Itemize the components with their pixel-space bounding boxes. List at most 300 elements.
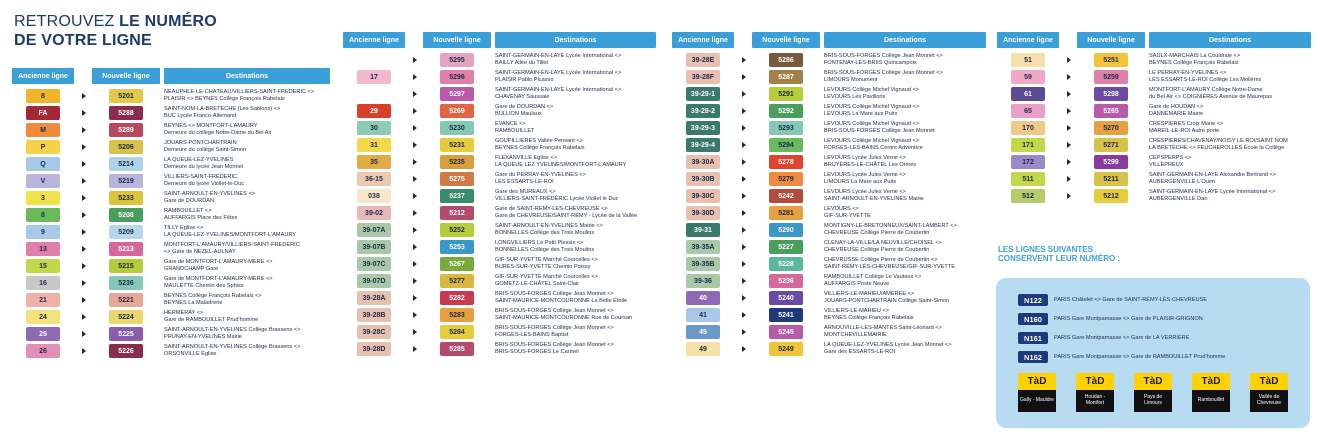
destination-text <box>164 191 255 204</box>
destination-line: SAINT-NOM-LA-BRETÈCHE (Les Sablons) <> <box>164 106 281 113</box>
destination-text <box>495 172 586 185</box>
new-line-badge: 5251 <box>1094 53 1128 67</box>
destination-text <box>164 106 280 119</box>
new-line-badge: 5206 <box>109 140 143 154</box>
header-destinations: Destinations <box>1149 32 1311 48</box>
old-line-badge: 038 <box>357 189 391 203</box>
header-destinations: Destinations <box>824 32 986 48</box>
destination-line: BRIS-SOUS-FORGES Collège Jean Monnet <> <box>824 53 943 60</box>
old-line-badge: 39-36 <box>686 274 720 288</box>
old-line-badge: 3 <box>26 191 60 205</box>
destination-line: FORGES-LES-BAINS Centre Adventice <box>824 145 923 151</box>
destination-line: LEVOURS <> <box>824 206 859 213</box>
old-line-badge: 39-28D <box>357 342 391 356</box>
header-old-line: Ancienne ligne <box>12 68 74 84</box>
arrow-right-icon <box>1067 142 1071 148</box>
destination-text <box>164 327 300 340</box>
destination-line: SAINT-ARNOULT-EN-YVELINES Mairie <box>824 196 924 202</box>
old-line-badge: 512 <box>1011 189 1045 203</box>
line-row <box>672 172 986 186</box>
old-line-badge: 39-29-1 <box>686 87 720 101</box>
destination-text <box>824 70 943 83</box>
line-row <box>672 325 986 339</box>
arrow-right-icon <box>82 246 86 252</box>
new-line-badge: 5288 <box>109 106 143 120</box>
old-line-badge: 39-07C <box>357 257 391 271</box>
new-line-badge: 5298 <box>1094 87 1128 101</box>
destination-line: Demeure du lycée Viollet-le-Duc <box>164 181 245 187</box>
destination-line: CHEVRUSSE Collège Pierre de Coubertin <> <box>824 257 938 264</box>
destination-line: SAINT-ARNOULT-EN-YVELINES Collège Brassens <> <box>164 327 301 334</box>
destination-line: Gare de RAMBOUILLET Prud'homme <box>164 317 259 323</box>
destination-line: BEYNES Collège François Rabelais <box>495 145 585 151</box>
old-line-badge: 65 <box>1011 104 1045 118</box>
line-row <box>12 327 330 341</box>
destination-line: CHEVREUSE Collège Pierre de Coubertin <box>824 230 930 236</box>
line-row <box>343 206 656 220</box>
line-row <box>12 310 330 324</box>
line-row <box>672 155 986 169</box>
old-line-badge: FA <box>26 106 60 120</box>
destination-line: MONTIGNY-LE-BRETONNEUX/SAINT-LAMBERT <> <box>824 223 957 230</box>
arrow-right-icon <box>82 348 86 354</box>
line-row <box>12 208 330 222</box>
line-row <box>12 225 330 239</box>
old-line-badge: 24 <box>26 310 60 324</box>
new-line-badge: 5230 <box>440 121 474 135</box>
old-line-badge: Q <box>26 157 60 171</box>
old-line-badge: 39-29-3 <box>686 121 720 135</box>
destination-line: Gare de CHEVREUSE/SAINT-RÉMY - Lycée de la Vallée <box>495 213 638 219</box>
line-row <box>12 89 330 103</box>
destination-line: BRIS-SOUS-FORGES Collège Jean Monnet <> <box>495 325 614 332</box>
old-line-badge: 39-30C <box>686 189 720 203</box>
old-line-badge: 61 <box>1011 87 1045 101</box>
line-row <box>12 174 330 188</box>
new-line-badge: 5282 <box>440 291 474 305</box>
new-line-badge: 5290 <box>769 223 803 237</box>
arrow-right-icon <box>82 161 86 167</box>
destination-text <box>495 257 598 270</box>
destination-line: BRUYÈRES-LE-CHÂTEL Les Ormes <box>824 162 917 168</box>
noctilien-line <box>1018 294 1207 306</box>
arrow-right-icon <box>413 244 417 250</box>
tad-card <box>1250 373 1288 412</box>
destination-line: MONTCHEVILLEMAIRIE <box>824 332 887 338</box>
arrow-right-icon <box>82 178 86 184</box>
old-line-badge: 39-35B <box>686 257 720 271</box>
line-row <box>12 191 330 205</box>
destination-line: LEVOURS Lycée Jules Verne <> <box>824 172 906 179</box>
title-light: RETROUVEZ <box>14 13 115 30</box>
new-line-badge: 5259 <box>1094 70 1128 84</box>
new-line-badge: 5297 <box>440 87 474 101</box>
destination-text <box>824 87 919 100</box>
line-row <box>672 87 986 101</box>
destination-line: VILLEPREUX <box>1149 162 1184 168</box>
old-line-badge: 39-28E <box>686 53 720 67</box>
new-line-badge: 5275 <box>440 172 474 186</box>
destination-line: SAINT-ARNOULT-EN-YVELINES <> <box>164 191 255 198</box>
old-line-badge: 39-35A <box>686 240 720 254</box>
destination-line: SAINT-GERMAIN-EN-LAYE Lycée International <> <box>495 70 622 77</box>
header-old-line: Ancienne ligne <box>672 32 734 48</box>
line-row <box>12 242 330 256</box>
destination-text <box>164 276 273 289</box>
arrow-right-icon <box>82 331 86 337</box>
new-line-badge: 5284 <box>440 325 474 339</box>
new-line-badge: 5201 <box>109 89 143 103</box>
new-line-badge: 5212 <box>440 206 474 220</box>
destination-text <box>495 70 621 83</box>
line-row <box>672 104 986 118</box>
title-line2: DE VOTRE LIGNE <box>14 32 152 49</box>
destination-line: LEVOURS Lycée Jules Verne <> <box>824 189 906 196</box>
destination-text <box>824 172 906 185</box>
destination-text <box>824 325 942 338</box>
arrow-right-icon <box>742 176 746 182</box>
arrow-right-icon <box>1067 74 1071 80</box>
line-badge: N162 <box>1018 351 1048 363</box>
old-line-badge: 8 <box>26 89 60 103</box>
destination-line: CRESPIÈRES/CHAVENAY/NOISY LE ROI/SAINT NOM <box>1149 138 1288 145</box>
old-line-badge: 39-07A <box>357 223 391 237</box>
destination-line: SAINT-ARNOULT-EN-YVELINES Mairie <> <box>495 223 603 230</box>
arrow-right-icon <box>742 312 746 318</box>
new-line-badge: 5289 <box>109 123 143 137</box>
destination-line: Gare de DOURDAN <> <box>495 104 554 111</box>
old-line-badge: 39-02 <box>357 206 391 220</box>
tad-card <box>1018 373 1056 412</box>
arrow-right-icon <box>82 93 86 99</box>
destination-text <box>495 87 621 100</box>
arrow-right-icon <box>413 210 417 216</box>
destination-line: SAINT-MAURICE-MONTCOURONNE La Belle Étoile <box>495 298 628 304</box>
tad-card <box>1134 373 1172 412</box>
line-row <box>997 172 1311 186</box>
arrow-right-icon <box>82 314 86 320</box>
destination-line: BEYNES Collège François Rabelais <> <box>164 293 262 300</box>
line-row <box>997 155 1311 169</box>
destination-line: LEVOURS Collège Michel Vignaud <> <box>824 87 920 94</box>
arrow-right-icon <box>82 280 86 286</box>
destination-text <box>164 208 237 221</box>
destination-line: SAINT-GERMAIN-EN-LAYE Alexandre Bertrand <> <box>1149 172 1277 179</box>
new-line-badge: 5224 <box>109 310 143 324</box>
destination-text <box>164 140 246 153</box>
new-line-badge: 5291 <box>769 87 803 101</box>
destination-line: LES ESSARTS-LE-ROI <box>495 179 554 185</box>
line-row <box>343 104 656 118</box>
noctilien-line <box>1018 313 1203 325</box>
destination-line: ARNOUVILLE-LES-MANTES Saint-Léonard <> <box>824 325 942 332</box>
destination-line: Demeure du lycée Jean Monnet <box>164 164 244 170</box>
destination-text <box>1149 172 1276 185</box>
line-row <box>672 138 986 152</box>
arrow-right-icon <box>742 210 746 216</box>
line-row <box>672 291 986 305</box>
destination-text <box>495 223 603 236</box>
line-row <box>12 276 330 290</box>
destination-line: BEYNES Collège François Rabelais <box>824 315 914 321</box>
destination-line: BRIS-SOUS-FORGES Collège Jean Monnet <> <box>824 70 943 77</box>
line-row <box>672 206 986 220</box>
arrow-right-icon <box>413 329 417 335</box>
line-row <box>343 308 656 322</box>
destination-line: PRUNAY-EN-YVELINES Mairie <box>164 334 243 340</box>
destination-text <box>495 104 553 117</box>
line-row <box>672 223 986 237</box>
new-line-badge: 5241 <box>769 308 803 322</box>
destination-line: SAINT-GERMAIN-EN-LAYE Lycée International <> <box>1149 189 1276 196</box>
arrow-right-icon <box>1067 108 1071 114</box>
line-row <box>672 121 986 135</box>
destination-line: ORSONVILLE Église <box>164 351 217 357</box>
destination-text <box>824 121 935 134</box>
destination-line: SAINT-ARNOULT-EN-YVELINES Collège Brassens <> <box>164 344 301 351</box>
old-line-badge: M <box>26 123 60 137</box>
old-line-badge: 39-28A <box>357 291 391 305</box>
new-line-badge: 5299 <box>1094 155 1128 169</box>
new-line-badge: 5235 <box>440 155 474 169</box>
header-destinations: Destinations <box>495 32 656 48</box>
destination-line: AUBERGENVILLE L'Ouïm <box>1149 179 1216 185</box>
line-row <box>997 189 1311 203</box>
old-line-badge: 172 <box>1011 155 1045 169</box>
new-line-badge: 5237 <box>440 189 474 203</box>
line-row <box>997 87 1311 101</box>
destination-line: Gare des ESSARTS-LE-ROI <box>824 349 896 355</box>
new-line-badge: 5240 <box>769 291 803 305</box>
old-line-badge: 39-28B <box>357 308 391 322</box>
new-line-badge: 5236 <box>769 274 803 288</box>
destination-line: BUC Lycée Franco-Allemand <box>164 113 237 119</box>
destination-line: BRIS-SOUS-FORGES Le Carmel <box>495 349 579 355</box>
new-line-badge: 5293 <box>769 121 803 135</box>
tad-zone: Pays de Limours <box>1134 390 1172 412</box>
destination-text <box>1149 155 1191 168</box>
destination-line: LIMOURS La Mare aux Puits <box>824 179 897 185</box>
old-line-badge: 17 <box>357 70 391 84</box>
title-bold: LE NUMÉRO <box>119 13 217 30</box>
destination-line: GIF-SUR-YVETTE Marché Courcelles <> <box>495 257 598 264</box>
tad-zone: Houdan - Montfort <box>1076 390 1114 412</box>
destination-line: LEVOURS Lycée Jules Verne <> <box>824 155 906 162</box>
old-line-badge: 40 <box>686 291 720 305</box>
destination-line: BRIS-SOUS-FORGES Collège Jean Monnet <> <box>495 291 614 298</box>
destination-line: VILLIERS-SAINT-FRÉDÉRIC Lycée Viollet le Duc <box>495 196 619 202</box>
destination-line: BONNELLES Collège des Trois Moulins <box>495 247 595 253</box>
arrow-right-icon <box>742 193 746 199</box>
arrow-right-icon <box>742 74 746 80</box>
destination-line: SAINT-RÉMY-LÈS-CHEVREUSE/GIF-SUR-YVETTE <box>824 264 955 270</box>
new-line-badge: 5231 <box>440 138 474 152</box>
tad-label: TàD <box>1250 373 1288 390</box>
old-line-badge: 511 <box>1011 172 1045 186</box>
new-line-badge: 5242 <box>769 189 803 203</box>
lines-column <box>343 32 656 359</box>
new-line-badge: 5295 <box>440 53 474 67</box>
keep-lines-box <box>996 278 1310 428</box>
destination-line: NEAUPHLE-LE-CHÂTEAU/VILLIERS-SAINT-FRÉDÉRIC <> <box>164 89 315 96</box>
new-line-badge: 5236 <box>109 276 143 290</box>
old-line-badge: 39-30A <box>686 155 720 169</box>
destination-line: LA QUEUE-LEZ-YVELINES Lycée Jean Monnet <> <box>824 342 952 349</box>
new-line-badge: 5252 <box>440 223 474 237</box>
header-old-line: Ancienne ligne <box>997 32 1059 48</box>
old-line-badge: 21 <box>26 293 60 307</box>
destination-text <box>1149 87 1272 100</box>
tad-label: TàD <box>1192 373 1230 390</box>
line-row <box>343 257 656 271</box>
destination-line: LA QUEUE-LEZ-YVELINES/MONTFORT-L'AMAURY <box>164 232 297 238</box>
line-row <box>672 240 986 254</box>
old-line-badge: 170 <box>1011 121 1045 135</box>
new-line-badge: 5209 <box>109 225 143 239</box>
destination-text <box>824 104 919 117</box>
destination-line: Demeure du collège Saint-Simon <box>164 147 247 153</box>
line-destination: PARIS Châtelet <> Gare de SAINT-RÉMY-LÈS-CHEVREUSE <box>1054 297 1207 303</box>
tad-label: TàD <box>1018 373 1056 390</box>
destination-line: SAINT-GERMAIN-EN-LAYE Lycée International <> <box>495 53 622 60</box>
line-row <box>672 257 986 271</box>
destination-text <box>495 308 632 321</box>
new-line-badge: 5279 <box>769 172 803 186</box>
destination-line: AUFFARGIS Place des Fêtes <box>164 215 238 221</box>
destination-line: LA BRETÈCHE <> FEUCHEROLLES École la Collège <box>1149 145 1285 151</box>
destination-line: CHEVREUSE Collège Pierre de Coubertin <box>824 247 930 253</box>
line-row <box>343 291 656 305</box>
new-line-badge: 5219 <box>109 174 143 188</box>
destination-text <box>495 121 534 134</box>
destination-line: GOUPILLIÈRES Vallée Pensant <> <box>495 138 583 145</box>
arrow-right-icon <box>742 227 746 233</box>
arrow-right-icon <box>1067 159 1071 165</box>
arrow-right-icon <box>82 212 86 218</box>
column-header <box>997 32 1311 48</box>
destination-line: FONTENAY-LÈS-BRIIS Quincampoix <box>824 60 917 66</box>
header-old-line: Ancienne ligne <box>343 32 405 48</box>
new-line-badge: 5270 <box>1094 121 1128 135</box>
destination-line: JOUARS-PONTCHARTRAIN Collège Saint-Simon <box>824 298 950 304</box>
destination-line: Gare de MONTFORT-L'AMAURY-MÈRE <> <box>164 276 273 283</box>
destination-text <box>495 189 618 202</box>
tad-card <box>1192 373 1230 412</box>
destination-text <box>824 274 921 287</box>
destination-line: CEPSPERPS <> <box>1149 155 1192 162</box>
destination-line: BRIS-SOUS-FORGES Collège Jean Monnet <> <box>495 308 614 315</box>
line-row <box>672 70 986 84</box>
destination-text <box>824 291 949 304</box>
line-row <box>672 53 986 67</box>
destination-line: VILLIERS-LE-MAHIEU <> <box>824 308 889 315</box>
arrow-right-icon <box>82 144 86 150</box>
arrow-right-icon <box>742 295 746 301</box>
keep-title-line1: LES LIGNES SUIVANTES <box>998 245 1093 254</box>
arrow-right-icon <box>413 159 417 165</box>
arrow-right-icon <box>413 261 417 267</box>
destination-text <box>164 242 300 255</box>
destination-line: BRIS-SOUS-FORGES Collège Jean Monnet <box>824 128 935 134</box>
old-line-badge: 39-28F <box>686 70 720 84</box>
line-row <box>343 274 656 288</box>
arrow-right-icon <box>413 295 417 301</box>
arrow-right-icon <box>82 263 86 269</box>
destination-line: LIMOURS Monument <box>824 77 878 83</box>
new-line-badge: 5221 <box>109 293 143 307</box>
new-line-badge: 5225 <box>109 327 143 341</box>
destination-text <box>824 155 916 168</box>
destination-text <box>164 123 272 136</box>
tad-label: TàD <box>1134 373 1172 390</box>
old-line-badge: 49 <box>686 342 720 356</box>
arrow-right-icon <box>742 91 746 97</box>
line-row <box>997 121 1311 135</box>
destination-line: MONTFORT-L'AMAURY/VILLIERS-SAINT-FRÉDÉRIC <box>164 242 300 249</box>
arrow-right-icon <box>742 261 746 267</box>
destination-line: FLEXANVILLE Église <> <box>495 155 557 162</box>
line-row <box>343 172 656 186</box>
line-row <box>343 240 656 254</box>
column-header <box>672 32 986 48</box>
arrow-right-icon <box>1067 57 1071 63</box>
tad-zone: Vallée de Chevreuse <box>1250 390 1288 412</box>
arrow-right-icon <box>413 108 417 114</box>
header-new-line: Nouvelle ligne <box>1077 32 1145 48</box>
new-line-badge: 5286 <box>769 53 803 67</box>
line-row <box>12 140 330 154</box>
destination-line: BAILLY Allée du Tillet <box>495 60 548 66</box>
line-row <box>997 53 1311 67</box>
old-line-badge: 15 <box>26 259 60 273</box>
old-line-badge <box>357 53 391 67</box>
old-line-badge: 8 <box>26 208 60 222</box>
line-row <box>672 308 986 322</box>
arrow-right-icon <box>413 91 417 97</box>
new-line-badge: 5287 <box>769 70 803 84</box>
line-row <box>343 87 656 101</box>
arrow-right-icon <box>1067 125 1071 131</box>
destination-line: SAINT-GERMAIN-EN-LAYE Lycée International <> <box>495 87 622 94</box>
destination-text <box>824 308 914 321</box>
keep-title-line2: CONSERVENT LEUR NUMÉRO : <box>998 254 1121 263</box>
destination-text <box>824 206 871 219</box>
destination-text <box>1149 189 1275 202</box>
arrow-right-icon <box>413 142 417 148</box>
destination-line: Gare de SAINT-RÉMY-LÈS-CHEVREUSE <> <box>495 206 608 213</box>
arrow-right-icon <box>742 244 746 250</box>
old-line-badge: 39-28C <box>357 325 391 339</box>
destination-text <box>164 259 273 272</box>
old-line-badge: 16 <box>26 276 60 290</box>
old-line-badge: 25 <box>26 327 60 341</box>
destination-text <box>495 206 637 219</box>
line-row <box>997 138 1311 152</box>
old-line-badge: 39-30D <box>686 206 720 220</box>
destination-line: Demeure du collège Notre-Dame du Bel Air <box>164 130 272 136</box>
destination-line: MAULETTE Chemin des Sphiss <box>164 283 244 289</box>
destination-text <box>1149 53 1240 66</box>
destination-line: LONGVILLIERS Le Petit Plessis <> <box>495 240 584 247</box>
old-line-badge: 171 <box>1011 138 1045 152</box>
destination-line: Gare des MUREAUX <> <box>495 189 556 196</box>
line-row <box>343 121 656 135</box>
tad-label: TàD <box>1076 373 1114 390</box>
destination-line: BURES-SUR-YVETTE Chemin Poissy <box>495 264 591 270</box>
destination-line: BEYNES <> MONTFORT-L'AMAURY <box>164 123 258 130</box>
destination-line: GIF-SUR-YVETTE Marché Courcelles <> <box>495 274 598 281</box>
new-line-badge: 5212 <box>1094 189 1128 203</box>
